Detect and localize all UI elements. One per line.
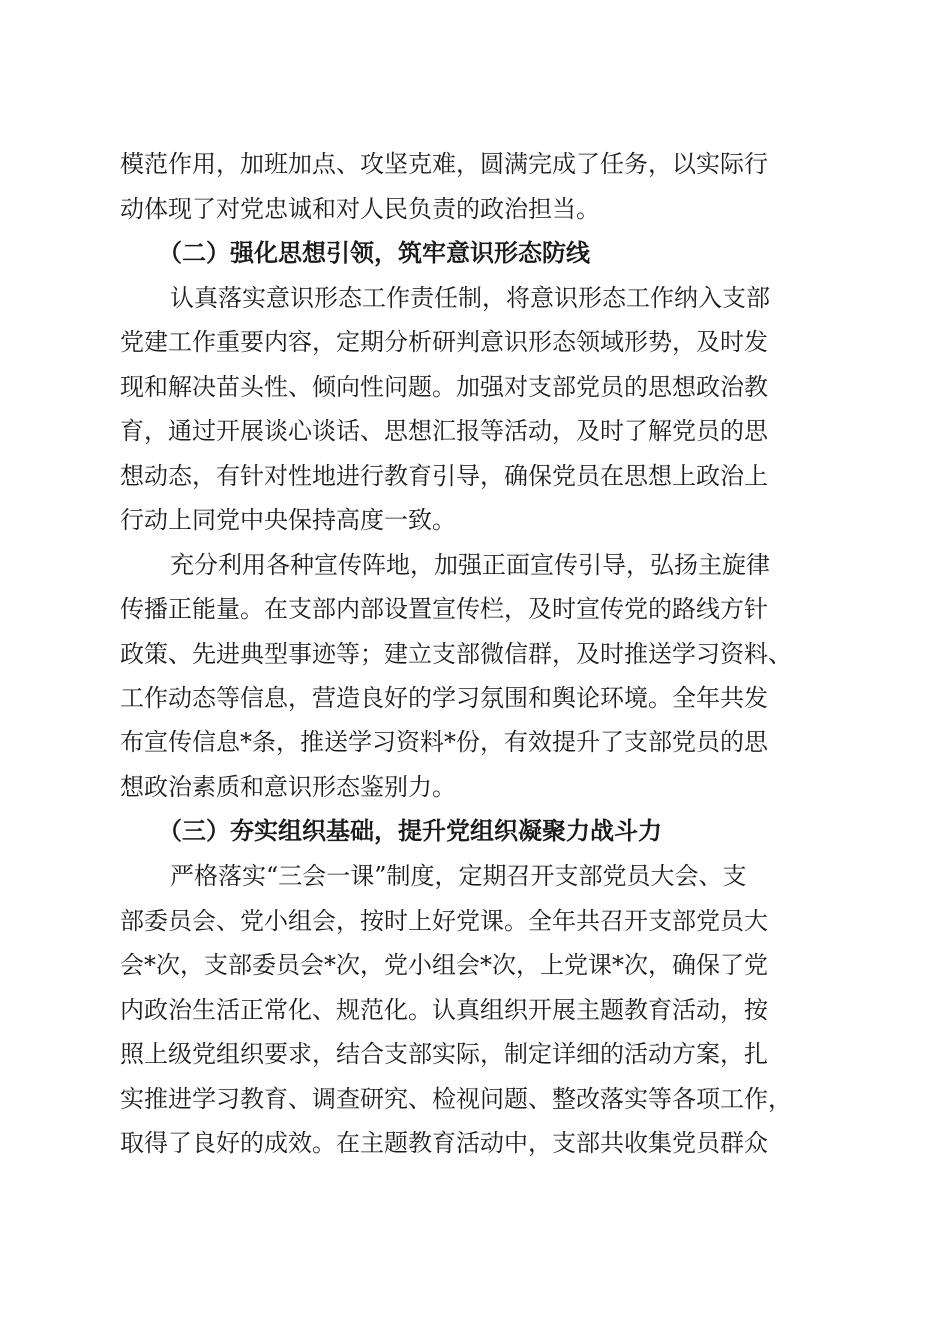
text-line-content: 认真落实意识形态工作责任制，将意识形态工作纳入支部 <box>170 284 770 312</box>
text-line-content: 实推进学习教育、调查研究、检视问题、整改落实等各项工作， <box>120 1085 792 1113</box>
text-line-content: 行动上同党中央保持高度一致。 <box>120 506 456 534</box>
text-line-content: 会*次，支部委员会*次，党小组会*次，上党课*次，确保了党 <box>120 951 768 979</box>
text-line <box>0 901 950 941</box>
text-line <box>0 367 950 407</box>
text-line <box>0 500 950 540</box>
text-line <box>0 189 950 229</box>
text-line-content: 动体现了对党忠诚和对人民负责的政治担当。 <box>120 195 600 223</box>
text-line <box>0 634 950 674</box>
text-line <box>0 767 950 807</box>
text-line-content: 充分利用各种宣传阵地，加强正面宣传引导，弘扬主旋律 <box>170 551 770 579</box>
text-line <box>0 589 950 629</box>
section-heading <box>0 811 950 851</box>
text-line-content: 工作动态等信息，营造良好的学习氛围和舆论环境。全年共发 <box>120 684 768 712</box>
text-line-content: 模范作用，加班加点、攻坚克难，圆满完成了任务，以实际行 <box>120 150 768 178</box>
text-line <box>0 322 950 362</box>
text-line <box>0 1079 950 1119</box>
text-line-content: 取得了良好的成效。在主题教育活动中，支部共收集党员群众 <box>120 1129 768 1157</box>
text-line <box>0 1034 950 1074</box>
text-line-content: 严格落实“三会一课”制度，定期召开支部党员大会、支 <box>170 862 747 890</box>
section-heading <box>0 233 950 273</box>
section-heading-text: （二）强化思想引领，筑牢意识形态防线 <box>158 239 590 267</box>
text-line-content: 照上级党组织要求，结合支部实际，制定详细的活动方案，扎 <box>120 1040 768 1068</box>
text-line-content: 育，通过开展谈心谈话、思想汇报等活动，及时了解党员的思 <box>120 417 768 445</box>
text-line <box>0 990 950 1030</box>
paragraph-first-line <box>0 545 950 585</box>
text-line <box>0 722 950 762</box>
paragraph-first-line <box>0 278 950 318</box>
text-line <box>0 144 950 184</box>
text-line <box>0 1123 950 1163</box>
text-line-content: 政策、先进典型事迹等；建立支部微信群，及时推送学习资料、 <box>120 640 792 668</box>
text-line-content: 党建工作重要内容，定期分析研判意识形态领域形势，及时发 <box>120 328 768 356</box>
section-heading-text: （三）夯实组织基础，提升党组织凝聚力战斗力 <box>158 817 662 845</box>
text-line-content: 部委员会、党小组会，按时上好党课。全年共召开支部党员大 <box>120 907 768 935</box>
paragraph-first-line <box>0 856 950 896</box>
text-line <box>0 411 950 451</box>
text-line <box>0 678 950 718</box>
text-line-content: 想动态，有针对性地进行教育引导，确保党员在思想上政治上 <box>120 462 768 490</box>
text-line <box>0 945 950 985</box>
text-line-content: 传播正能量。在支部内部设置宣传栏，及时宣传党的路线方针 <box>120 595 768 623</box>
text-line-content: 内政治生活正常化、规范化。认真组织开展主题教育活动，按 <box>120 996 768 1024</box>
text-line-content: 布宣传信息*条，推送学习资料*份，有效提升了支部党员的思 <box>120 728 768 756</box>
text-line <box>0 456 950 496</box>
text-line-content: 想政治素质和意识形态鉴别力。 <box>120 773 456 801</box>
text-line-content: 现和解决苗头性、倾向性问题。加强对支部党员的思想政治教 <box>120 373 768 401</box>
